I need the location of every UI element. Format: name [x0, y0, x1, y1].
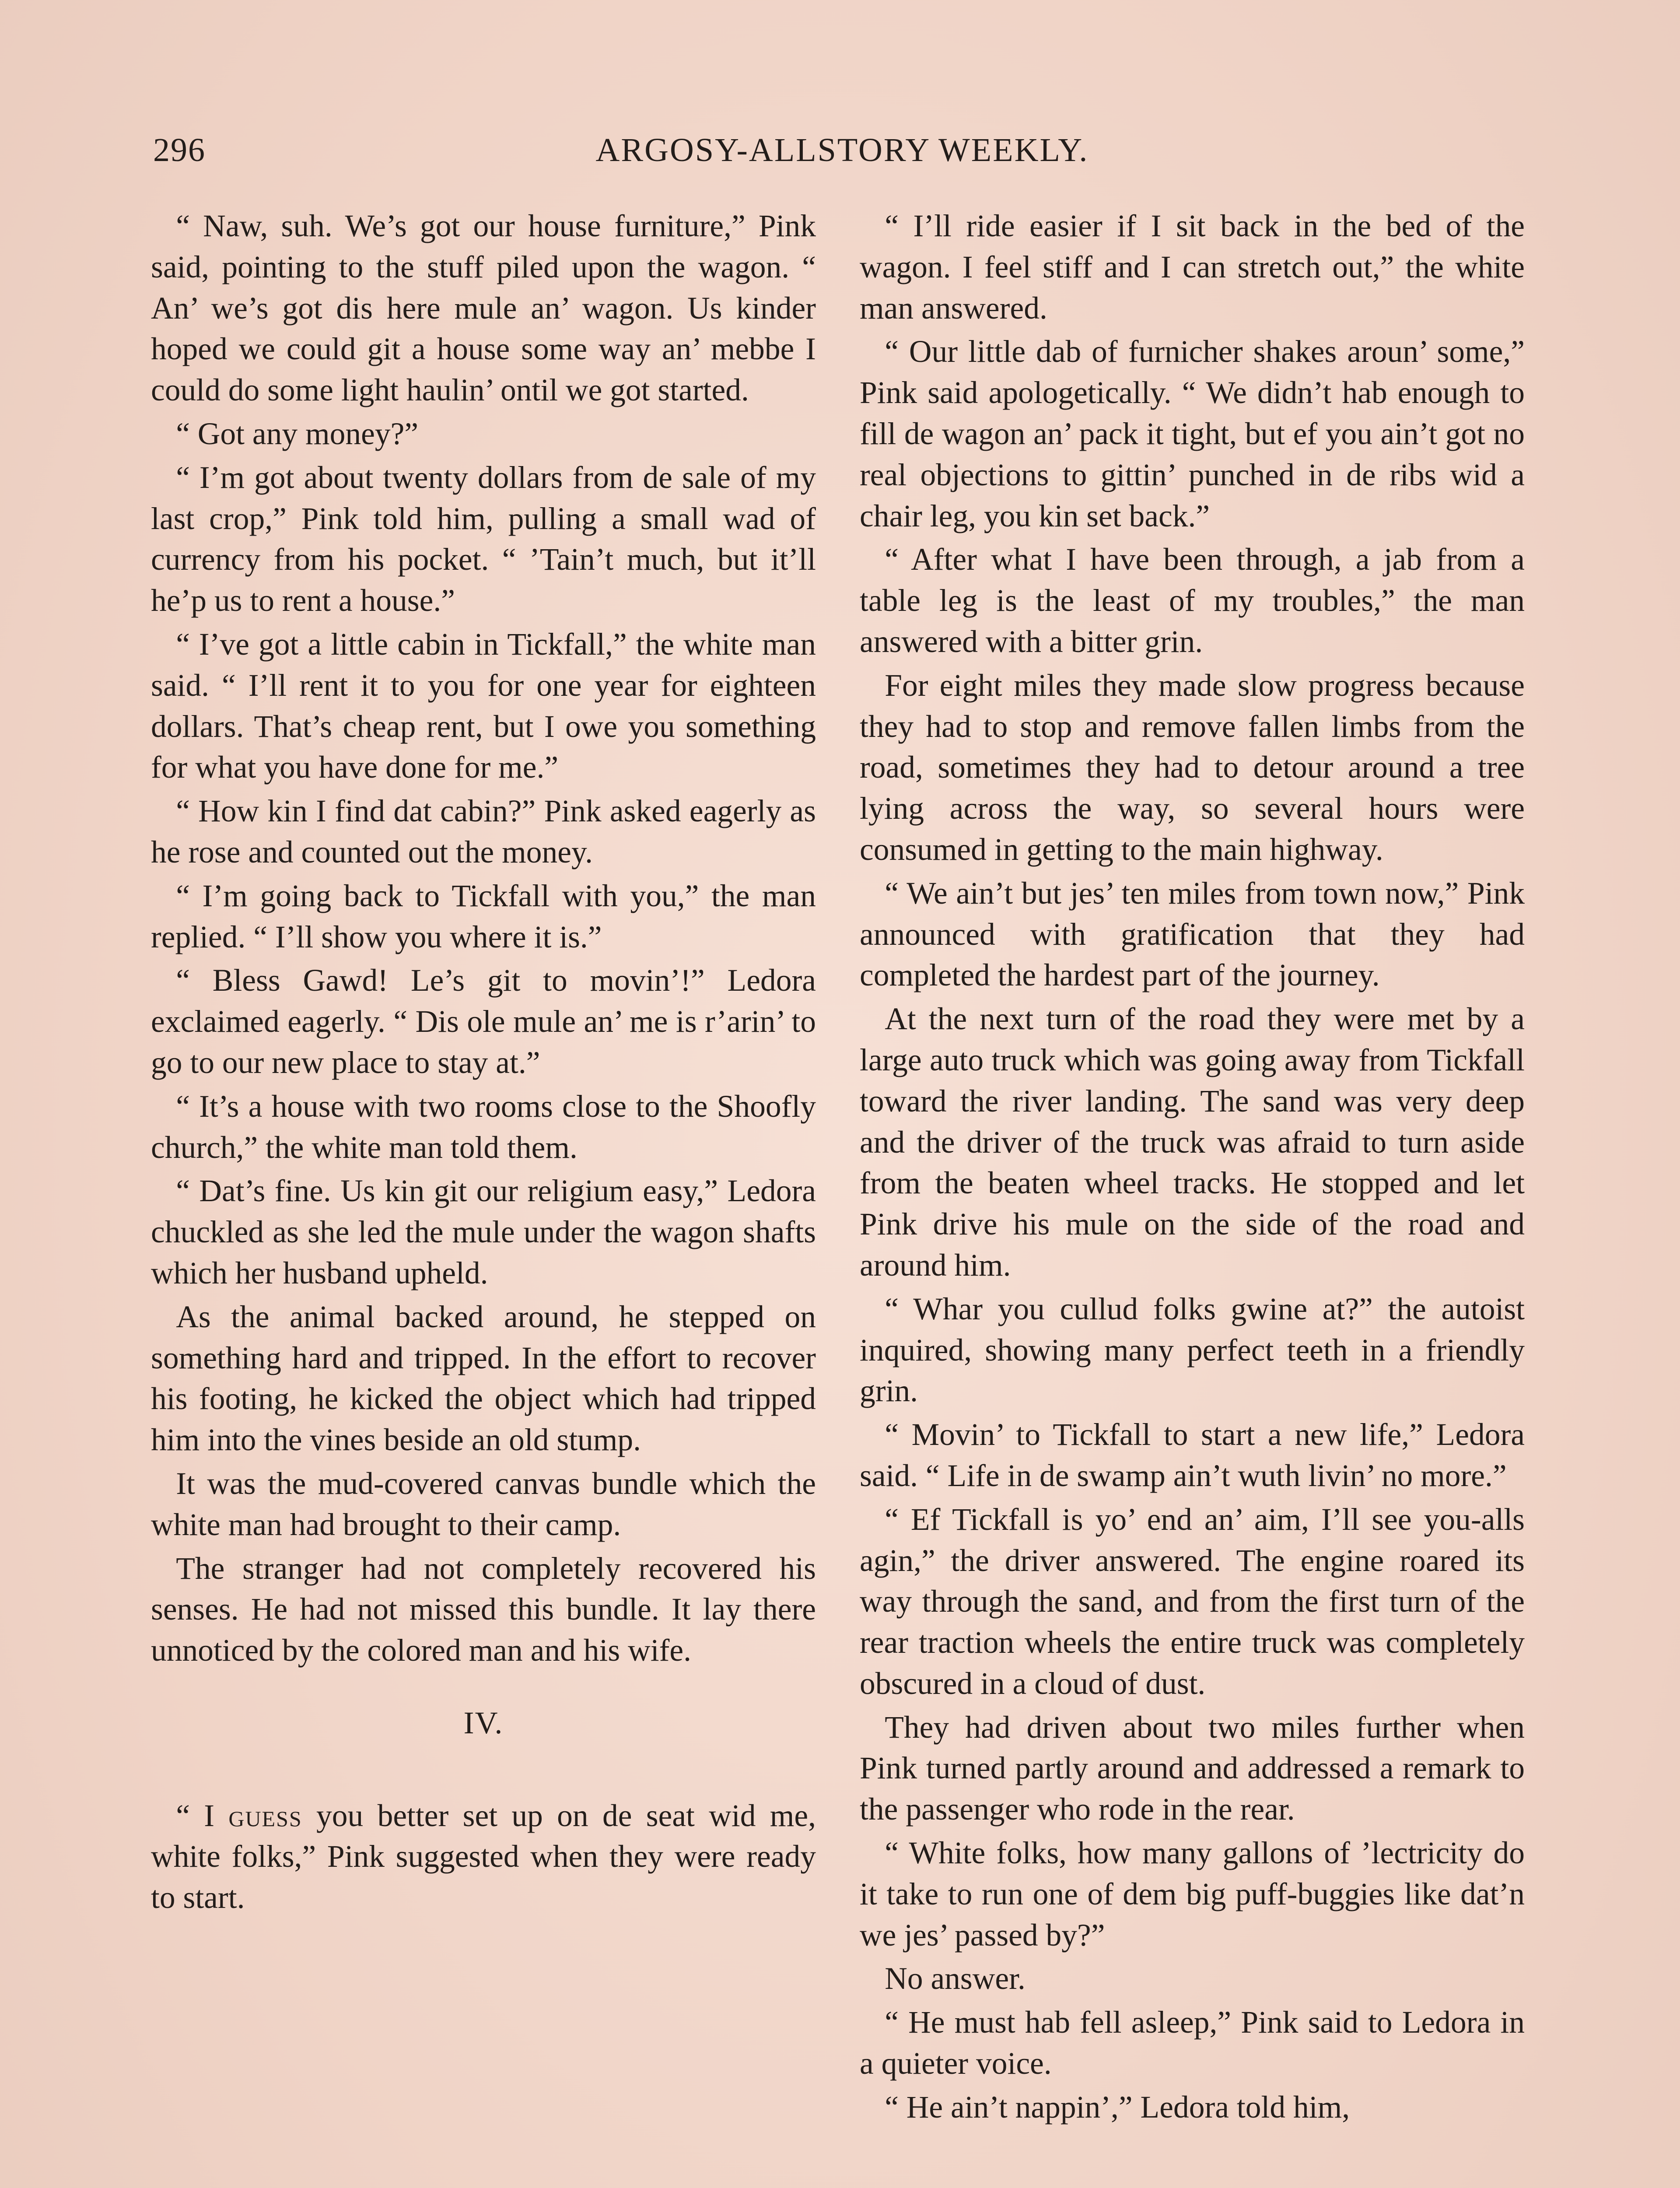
paragraph: For eight miles they made slow progress because they had to stop and remove fallen limbs from the road, sometimes they had to detour around a tree lying across the way, so several hours were consumed in getting to the main highway.	[860, 668, 1525, 867]
paragraph: As the animal backed around, he stepped on something hard and tripped. In the effort to recover his footing, he kicked the object which had tripped him into the vines beside an old stump.	[151, 1299, 816, 1458]
paragraph: “ White folks, how many gallons of ’lectricity do it take to run one of dem big puff-buggies like dat’n we jes’ passed by?”	[860, 1836, 1525, 1953]
page-number: 296	[153, 132, 206, 168]
paragraph: “ I’m going back to Tickfall with you,” the man replied. “ I’ll show you where it is.”	[151, 878, 816, 954]
paragraph: They had driven about two miles further when Pink turned partly around and addressed a remark to the passenger who rode in the rear.	[860, 1710, 1525, 1827]
paragraph: “ I’m got about twenty dollars from de sale of my last crop,” Pink told him, pulling a small wad of currency from his pocket. “ ’Tain’t much, but it’ll he’p us to rent a house.”	[151, 460, 816, 618]
paragraph: “ Whar you cullud folks gwine at?” the autoist inquired, showing many perfect teeth in a friendly grin.	[860, 1291, 1525, 1409]
paragraph: “ After what I have been through, a jab from a table leg is the least of my troubles,” the man answered with a bitter grin.	[860, 542, 1525, 659]
left-column	[151, 206, 816, 1918]
paragraph: The stranger had not completely recovered his senses. He had not missed this bundle. It lay there unnoticed by the colored man and his wife.	[151, 1551, 816, 1668]
quote-open: “ I	[176, 1798, 229, 1833]
paragraph: “ We ain’t but jes’ ten miles from town now,” Pink announced with gratification that they had completed the hardest part of the journey.	[860, 876, 1525, 993]
running-head: ARGOSY-ALLSTORY WEEKLY.	[595, 132, 1089, 168]
page-header	[153, 131, 1531, 179]
paragraph: “ Bless Gawd! Le’s git to movin’!” Ledora exclaimed eagerly. “ Dis ole mule an’ me is r’arin’ to go to our new place to stay at.”	[151, 963, 816, 1080]
paragraph	[151, 1795, 816, 1918]
paragraph: It was the mud-covered canvas bundle which the white man had brought to their camp.	[151, 1466, 816, 1542]
paragraph: “ Dat’s fine. Us kin git our religium easy,” Ledora chuckled as she led the mule under the wagon shafts which her husband upheld.	[151, 1174, 816, 1290]
paragraph: “ It’s a house with two rooms close to the Shoofly church,” the white man told them.	[151, 1089, 816, 1165]
paragraph: “ Got any money?”	[176, 416, 419, 451]
paragraph: “ I’ll ride easier if I sit back in the bed of the wagon. I feel stiff and I can stretch out,” the white man answered.	[860, 209, 1525, 326]
paragraph: “ How kin I find dat cabin?” Pink asked eagerly as he rose and counted out the money.	[151, 794, 816, 870]
paragraph: “ He must hab fell asleep,” Pink said to Ledora in a quieter voice.	[860, 2005, 1525, 2081]
paragraph: “ Our little dab of furnicher shakes aroun’ some,” Pink said apologetically. “ We didn’t hab enough to fill de wagon an’ pack it tight, but ef you ain’t got no real objections to gittin’ punched in de ribs wid a chair leg, you kin set back.”	[860, 334, 1525, 533]
paragraph: “ I’ve got a little cabin in Tickfall,” the white man said. “ I’ll rent it to you for one year for eighteen dollars. That’s cheap rent, but I owe you something for what you have done for me.”	[151, 627, 816, 785]
small-caps-word: guess	[228, 1798, 302, 1833]
paragraph: “ Ef Tickfall is yo’ end an’ aim, I’ll see you-alls agin,” the driver answered. The engine roared its way through the sand, and from the first turn of the rear traction wheels the entire truck was completely obscured in a cloud of dust.	[860, 1502, 1525, 1701]
paragraph-rest: you better set up on de seat wid me, white folks,” Pink suggested when they were ready to start.	[151, 1798, 816, 1915]
paragraph: “ Movin’ to Tickfall to start a new life,” Ledora said. “ Life in de swamp ain’t wuth livin’ no more.”	[860, 1417, 1525, 1493]
paragraph: No answer.	[885, 1961, 1026, 1996]
section-heading: IV.	[463, 1705, 504, 1740]
paragraph: At the next turn of the road they were met by a large auto truck which was going away from Tickfall toward the river landing. The sand was very deep and the driver of the truck was afraid to turn aside from the beaten wheel tracks. He stopped and let Pink drive his mule on the side of the road and around him.	[860, 1002, 1525, 1283]
paragraph: “ He ain’t nappin’,” Ledora told him,	[885, 2090, 1350, 2125]
paragraph: “ Naw, suh. We’s got our house furniture,” Pink said, pointing to the stuff piled upon the wagon. “ An’ we’s got dis here mule an’ wagon. Us kinder hoped we could git a house some way an’ mebbe I could do some light haulin’ ontil we got started.	[151, 209, 816, 408]
right-column	[860, 206, 1525, 2128]
